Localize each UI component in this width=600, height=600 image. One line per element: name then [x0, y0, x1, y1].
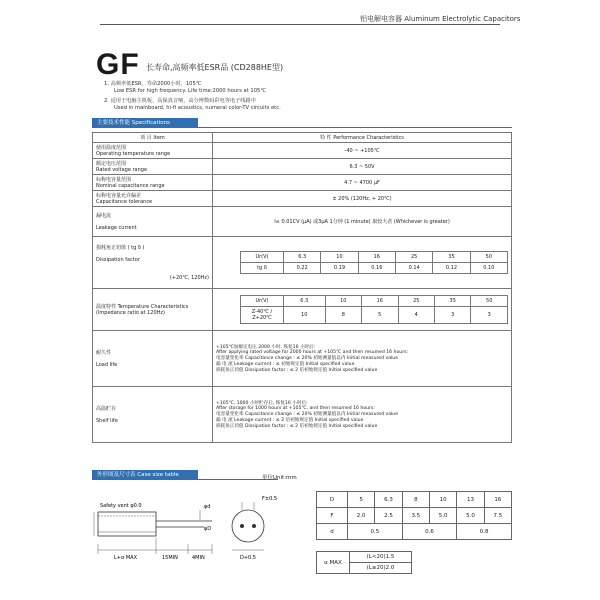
specifications-table: [92, 132, 512, 443]
dissipation-row-label-ur: Ur(V): [241, 252, 284, 263]
lead-diameter-label: φd: [204, 504, 211, 510]
lowtemp-value: 4: [398, 307, 434, 324]
case-D-value: 10: [429, 492, 456, 508]
dissipation-value: 0.10: [470, 263, 507, 274]
header-rule: [100, 24, 500, 25]
lowtemp-voltage: 25: [398, 296, 434, 307]
spec-label-en: Capacitance tolerance: [96, 199, 153, 205]
dissipation-voltage: 25: [395, 252, 432, 263]
lead-dot: [252, 524, 256, 528]
loadlife-details: [213, 331, 512, 387]
note-1-en: Low ESR for high frequency. Life time:2000 hours at 105℃: [114, 88, 267, 94]
spec-value-operating-temp: -40 ~ +105℃: [213, 143, 512, 159]
dissipation-label-cn: 损耗角正切值 ( tg δ ): [96, 245, 145, 251]
lead-length-label-2: 4MIN: [192, 555, 205, 561]
spec-label-cn: 使用温度范围: [96, 145, 127, 151]
safety-vent-label: Safety vent φ0.0: [100, 503, 142, 509]
lowtemp-label: [93, 289, 213, 331]
dissipation-cell: [213, 237, 512, 289]
case-row-label-D: D: [317, 492, 348, 508]
spec-row-label: [93, 191, 213, 207]
case-size-table: [316, 491, 512, 540]
loadlife-line: 损耗角正切值 Dissipation factor : ≤ 2 倍初始规定值 Initial specified value: [216, 368, 378, 373]
case-F-value: 2.0: [348, 508, 375, 524]
alpha-max-row: (L<20)1.5: [350, 552, 412, 563]
lowtemp-voltage: 6.3: [284, 296, 326, 307]
dissipation-voltage: 6.3: [284, 252, 321, 263]
dissipation-label-en: Dissipation factor: [96, 257, 140, 263]
case-F-value: 3.5: [402, 508, 429, 524]
leakage-value: I≤ 0.01CV (μA) 或3μA 1分钟 (1 minute) 取较大者 (Whichever is greater): [213, 207, 512, 237]
lowtemp-value: 5: [362, 307, 398, 324]
spec-row-label: [93, 175, 213, 191]
lowtemp-cell: [213, 289, 512, 331]
shelflife-line: +105℃, 1000 小时贮存后, 恢复16 小时后:: [216, 401, 308, 406]
lowtemp-row-label-ur: Ur(V): [241, 296, 284, 307]
lowtemp-voltage: 50: [471, 296, 508, 307]
spec-value-rated-voltage: 6.3 ~ 50V: [213, 159, 512, 175]
note-2-cn: 2. 适用于电脑主机板、高保真音响，高分辨数码彩电等电子线路中: [104, 98, 256, 104]
specs-section-title: 主要技术性能 Specifications: [92, 118, 198, 128]
loadlife-line: 漏 电 流 Leakage current : ≤ 初始规定值 Initial specified value: [216, 362, 355, 367]
page-header-title: 铝电解电容器 Aluminum Electrolytic Capacitors: [360, 15, 521, 23]
lowtemp-table: [240, 295, 508, 324]
spec-value-tolerance: ± 20% (120Hz, + 20℃): [213, 191, 512, 207]
body-diameter-label: φD: [204, 526, 212, 532]
capacitor-outline-drawing: [92, 492, 292, 572]
loadlife-label: [93, 331, 213, 387]
loadlife-label-en: Load life: [96, 362, 118, 368]
dissipation-voltage: 35: [433, 252, 470, 263]
alpha-max-table: [316, 551, 412, 574]
dissipation-value: 0.12: [433, 263, 470, 274]
loadlife-line: +105℃加额定电压 2000 小时, 恢复16 小时后:: [216, 345, 316, 350]
case-d-value: 0.8: [457, 524, 512, 540]
lowtemp-label-en: (Impedance ratio at 120Hz): [96, 310, 165, 316]
shelflife-label-en: Shelf life: [96, 418, 118, 424]
leakage-label-en: Leakage current: [96, 225, 137, 231]
spec-label-cn: 标称电容量允许偏差: [96, 193, 142, 199]
spec-label-cn: 额定电压范围: [96, 161, 127, 167]
case-F-value: 5.0: [429, 508, 456, 524]
alpha-max-label: α MAX: [317, 552, 350, 574]
spec-label-en: Rated voltage range: [96, 167, 148, 173]
case-d-value: 0.5: [348, 524, 403, 540]
spec-label-en: Operating temperature range: [96, 151, 171, 157]
lowtemp-value: 3: [471, 307, 508, 324]
series-subtitle: 长寿命,高频率低ESR品 (CD288HE型): [146, 63, 284, 72]
dissipation-condition: (+20℃, 120Hz): [169, 275, 209, 281]
note-2-en: Used in mainboard, hi-fi acoustics, numeral color-TV circuits etc.: [114, 105, 281, 111]
capacitor-body: [98, 512, 156, 536]
case-D-value: 6.3: [375, 492, 402, 508]
spec-header-performance: 特 性 Performance Characteristics: [213, 133, 512, 143]
lead-spacing-label: F±0.5: [262, 496, 278, 502]
loadlife-line: 电容量变化率 Capacitance change : ≤ 20% 初始测量值以内 Initial measured value: [216, 356, 399, 361]
shelflife-details: [213, 387, 512, 443]
dissipation-label: [93, 237, 213, 289]
dissipation-value: 0.22: [284, 263, 321, 274]
spec-row-label: [93, 143, 213, 159]
lowtemp-voltage: 16: [362, 296, 398, 307]
shelflife-label-cn: 高温贮存: [96, 406, 117, 412]
case-D-value: 8: [402, 492, 429, 508]
spec-label-en: Nominal capacitance range: [96, 183, 165, 189]
lowtemp-value: 10: [284, 307, 326, 324]
lowtemp-row-label-z: Z-40℃ / Z+20℃: [241, 307, 284, 324]
lowtemp-value: 8: [325, 307, 361, 324]
length-label: L+α MAX: [114, 555, 138, 561]
case-row-label-F: F: [317, 508, 348, 524]
lowtemp-value: 3: [435, 307, 471, 324]
dissipation-value: 0.14: [395, 263, 432, 274]
case-D-value: 13: [457, 492, 484, 508]
shelflife-line: 损耗角正切值 Dissipation factor : ≤ 2 倍初始规定值 Initial specified value: [216, 424, 378, 429]
shelflife-label: [93, 387, 213, 443]
loadlife-line: After applying rated voltage for 2000 hours at +105℃ and then resumed 16 hours:: [216, 350, 409, 355]
dissipation-voltage: 16: [358, 252, 395, 263]
d-tolerance-label: D+0.5: [240, 555, 256, 561]
lowtemp-voltage: 35: [435, 296, 471, 307]
spec-header-item: 项 目 Item: [93, 133, 213, 143]
case-row-label-d: d: [317, 524, 348, 540]
dissipation-value: 0.19: [321, 263, 358, 274]
series-code: GF: [96, 48, 140, 81]
dissipation-voltage: 50: [470, 252, 507, 263]
shelflife-line: After storage for 1000 hours at +105℃, and then resumed 16 hours:: [216, 406, 375, 411]
shelflife-line: 电容量变化率 Capacitance change : ≤ 20% 初始测量值以内 Initial measured value: [216, 412, 399, 417]
spec-row-label: [93, 159, 213, 175]
note-1-cn: 1. 高频率低ESR。寿命2000小时，105℃: [104, 81, 202, 87]
end-view-circle: [232, 510, 264, 542]
spec-value-capacitance-range: 4.7 ~ 4700 μF: [213, 175, 512, 191]
specs-section-rule: [198, 127, 512, 128]
dissipation-voltage: 10: [321, 252, 358, 263]
alpha-max-row: (L≥20)2.0: [350, 563, 412, 574]
lead-dot: [240, 524, 244, 528]
leakage-label: [93, 207, 213, 237]
shelflife-line: 漏 电 流 Leakage current : ≤ 2 倍初始规定值 Initial specified value: [216, 418, 364, 423]
spec-label-cn: 标称电容量范围: [96, 177, 132, 183]
dissipation-row-label-tg: tg δ: [241, 263, 284, 274]
case-section-title: 外形图及尺寸表 Case size table: [92, 470, 198, 480]
case-D-value: 16: [484, 492, 511, 508]
case-F-value: 5.0: [457, 508, 484, 524]
case-D-value: 5: [348, 492, 375, 508]
lead-length-label: 15MIN: [162, 555, 178, 561]
dissipation-value: 0.16: [358, 263, 395, 274]
dissipation-table: [240, 251, 508, 274]
lowtemp-voltage: 10: [325, 296, 361, 307]
leakage-label-cn: 漏电流: [96, 213, 112, 219]
case-d-value: 0.6: [402, 524, 457, 540]
case-F-value: 7.5: [484, 508, 511, 524]
case-unit: 单位Unit:mm: [262, 475, 297, 481]
loadlife-label-cn: 耐久性: [96, 350, 112, 356]
lowtemp-label-cn: 温度特性 Temperature Characteristics: [96, 304, 189, 310]
case-F-value: 2.5: [375, 508, 402, 524]
